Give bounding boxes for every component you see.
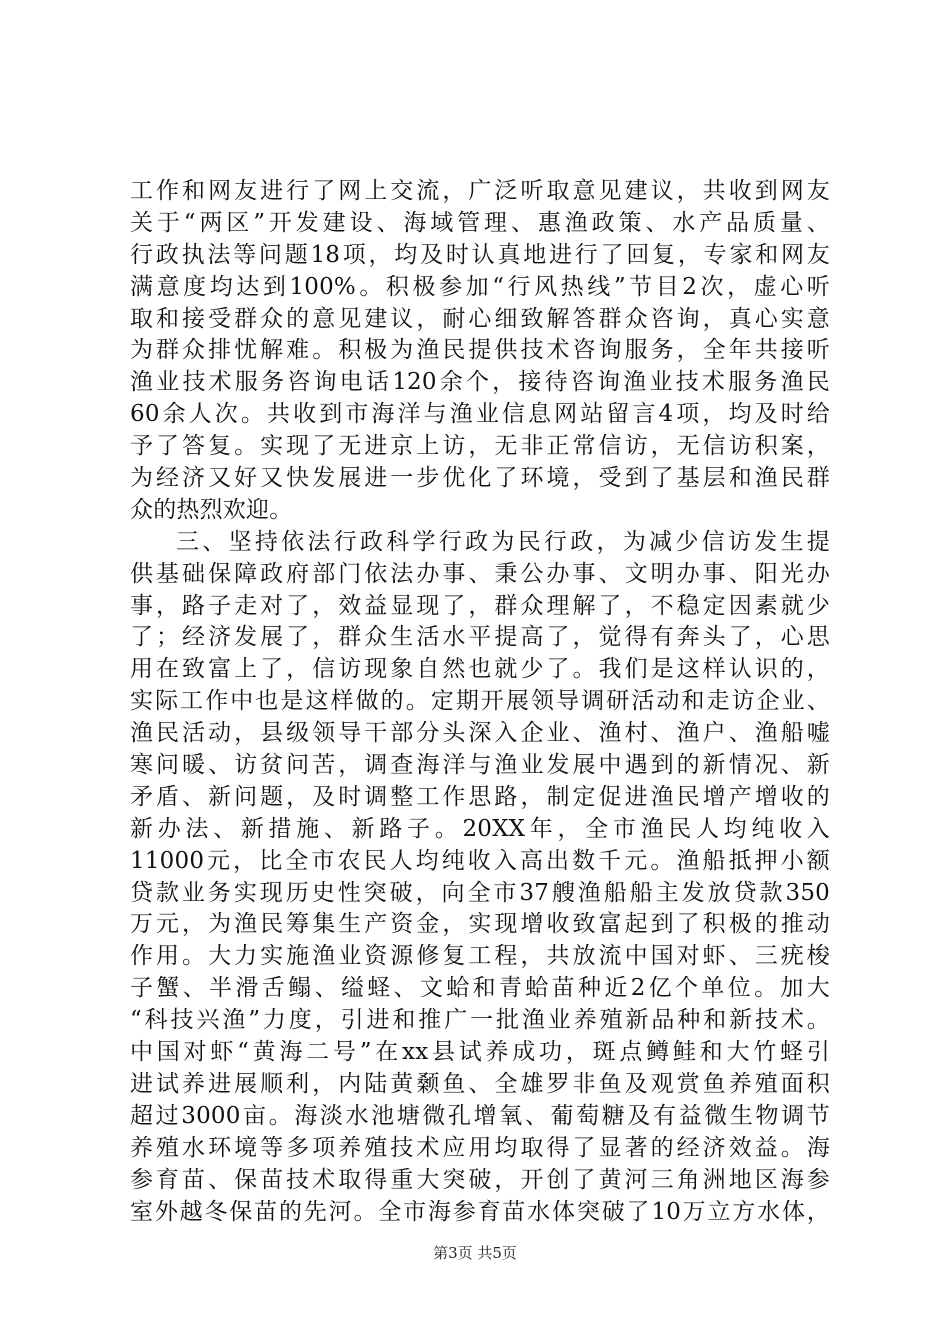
text-line: 室外越冬保苗的先河。全市海参育苗水体突破了10万立方水体， — [130, 1198, 830, 1225]
text-line: “科技兴渔”力度，引进和推广一批渔业养殖新品种和新技术。 — [130, 1007, 830, 1034]
section-heading-line: 三、坚持依法行政科学行政为民行政，为减少信访发生提 — [176, 528, 830, 555]
text-line: 渔民活动，县级领导干部分头深入企业、渔村、渔户、渔船嘘 — [130, 720, 830, 747]
text-line: 矛盾、新问题，及时调整工作思路，制定促进渔民增产增收的 — [130, 783, 830, 810]
text-line: 作用。大力实施渔业资源修复工程，共放流中国对虾、三疣梭 — [130, 943, 830, 970]
text-line: 事，路子走对了，效益显现了，群众理解了，不稳定因素就少 — [130, 592, 830, 619]
text-line: 予了答复。实现了无进京上访，无非正常信访，无信访积案， — [130, 433, 830, 460]
text-line: 了；经济发展了，群众生活水平提高了，觉得有奔头了，心思 — [130, 624, 830, 651]
text-line: 关于“两区”开发建设、海域管理、惠渔政策、水产品质量、 — [130, 209, 830, 236]
text-line: 取和接受群众的意见建议，耐心细致解答群众咨询，真心实意 — [130, 305, 830, 332]
text-line: 贷款业务实现历史性突破，向全市37艘渔船船主发放贷款350 — [130, 879, 830, 906]
text-line: 用在致富上了，信访现象自然也就少了。我们是这样认识的， — [130, 656, 830, 683]
text-line: 子蟹、半滑舌鳎、缢蛏、文蛤和青蛤苗种近2亿个单位。加大 — [130, 975, 830, 1002]
text-line: 工作和网友进行了网上交流，广泛听取意见建议，共收到网友 — [130, 178, 830, 204]
text-line: 实际工作中也是这样做的。定期开展领导调研活动和走访企业、 — [130, 688, 830, 715]
text-line: 超过3000亩。海淡水池塘微孔增氧、葡萄糖及有益微生物调节 — [130, 1102, 830, 1129]
text-line: 养殖水环境等多项养殖技术应用均取得了显著的经济效益。海 — [130, 1134, 830, 1161]
text-line: 渔业技术服务咨询电话120余个，接待咨询渔业技术服务渔民 — [130, 369, 830, 396]
text-line: 万元，为渔民筹集生产资金，实现增收致富起到了积极的推动 — [130, 911, 830, 938]
text-line: 为经济又好又快发展进一步优化了环境，受到了基层和渔民群 — [130, 465, 830, 492]
text-line: 行政执法等问题18项，均及时认真地进行了回复，专家和网友 — [130, 241, 830, 268]
text-line: 新办法、新措施、新路子。20XX年，全市渔民人均纯收入 — [130, 815, 830, 842]
page-number-footer: 第3页 共5页 — [433, 1244, 517, 1262]
text-line: 参育苗、保苗技术取得重大突破，开创了黄河三角洲地区海参 — [130, 1166, 830, 1193]
text-line: 中国对虾“黄海二号”在xx县试养成功，斑点鳟鲑和大竹蛏引 — [130, 1039, 830, 1066]
text-line: 满意度均达到100%。积极参加“行风热线”节目2次，虚心听 — [130, 273, 830, 300]
text-line: 进试养进展顺利，内陆黄颡鱼、全雄罗非鱼及观赏鱼养殖面积 — [130, 1070, 830, 1097]
text-line: 60余人次。共收到市海洋与渔业信息网站留言4项，均及时给 — [130, 401, 830, 428]
text-line: 众的热烈欢迎。 — [130, 496, 293, 523]
text-line: 寒问暖、访贫问苦，调查海洋与渔业发展中遇到的新情况、新 — [130, 752, 830, 779]
text-line: 11000元，比全市农民人均纯收入高出数千元。渔船抵押小额 — [130, 847, 830, 874]
text-line: 为群众排忧解难。积极为渔民提供技术咨询服务，全年共接听 — [130, 337, 830, 364]
body-text — [130, 176, 830, 1228]
text-line: 供基础保障政府部门依法办事、秉公办事、文明办事、阳光办 — [130, 560, 830, 587]
